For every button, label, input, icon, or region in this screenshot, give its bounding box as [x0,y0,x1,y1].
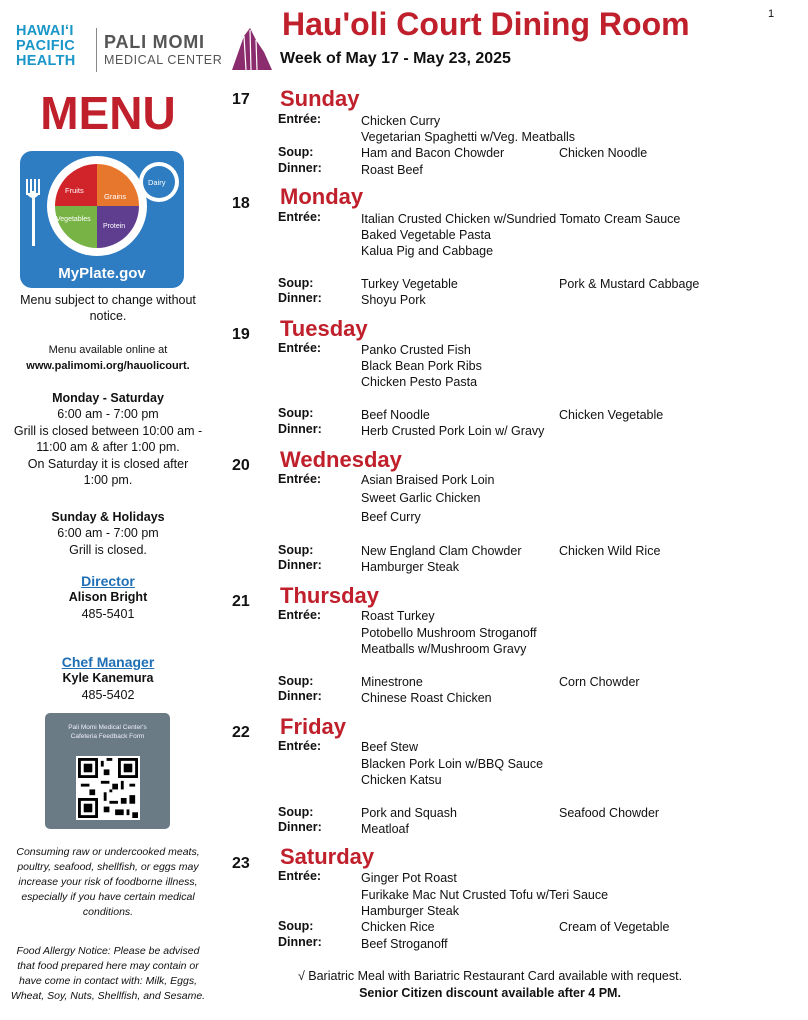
day-name: Friday [280,714,347,739]
soup-item: Chicken Vegetable [559,408,664,422]
soup-item: Turkey Vegetable [361,277,458,291]
raw-food-warning [10,845,206,920]
entree-item: Asian Braised Pork Loin [361,473,495,487]
entree-item: Beef Stew [361,740,418,754]
dinner-item: Herb Crusted Pork Loin w/ Gravy [361,424,545,438]
logo-line-3: HEALTH [16,53,76,69]
day-name: Wednesday [280,447,402,472]
dinner-label: Dinner: [278,820,322,834]
soup-label: Soup: [278,543,314,557]
weekday-hours-title: Monday - Saturday [52,391,164,405]
week-range: Week of May 17 - May 23, 2025 [280,50,511,67]
soup-label: Soup: [278,805,314,819]
saturday-grill-line-1: On Saturday it is closed after [27,456,189,471]
allergy-line-1: Food Allergy Notice: Please be advised [16,945,200,957]
day-name: Sunday [280,86,360,111]
day-number: 23 [232,855,250,872]
director-phone: 485-5401 [81,606,135,621]
online-notice-line-1: Menu available online at [48,344,168,356]
pali-momi-name: PALI MOMI [104,32,205,52]
entree-item: Chicken Katsu [361,773,442,787]
raw-warning-line-1: Consuming raw or undercooked meats, [16,846,200,858]
chef-manager-phone: 485-5402 [81,687,135,702]
soup-item: Pork and Squash [361,806,457,820]
dinner-label: Dinner: [278,291,322,305]
entree-item: Roast Turkey [361,609,435,623]
bariatric-note: √ Bariatric Meal with Bariatric Restaurant Card available with request. [297,969,683,983]
soup-item: Chicken Noodle [559,146,648,160]
entree-label: Entrée: [278,112,322,126]
myplate-dairy-label: Dairy [148,178,166,187]
soup-item: Minestrone [361,675,423,689]
myplate-vegetables-label: Vegetables [56,216,91,223]
saturday-grill-line-2: 1:00 pm. [83,473,133,488]
weekday-hours [8,390,208,488]
day-name: Monday [280,184,364,209]
raw-warning-line-4: especially if you have certain medical [21,891,195,903]
medical-center-label: MEDICAL CENTER [104,53,223,67]
weekday-hours-time: 6:00 am - 7:00 pm [57,407,159,422]
raw-warning-line-5: conditions. [82,906,134,918]
day-number: 21 [232,593,250,610]
day-name: Thursday [280,583,380,608]
sunday-hours-title: Sunday & Holidays [51,510,165,524]
dinner-item: Shoyu Pork [361,293,426,307]
chef-contact [8,654,208,703]
food-allergy-notice [10,944,206,1004]
online-notice [8,342,208,374]
entree-item: Chicken Pesto Pasta [361,375,478,389]
entree-item: Meatballs w/Mushroom Gravy [361,642,527,656]
entree-item: Beef Curry [361,510,421,524]
entree-label: Entrée: [278,869,322,883]
entree-item: Panko Crusted Fish [361,343,471,357]
entree-label: Entrée: [278,341,322,355]
pali-momi-mountain-icon [230,26,274,72]
hospital-logo [16,24,270,76]
dinner-item: Meatloaf [361,822,409,836]
allergy-line-3: have come in contact with: Milk, Eggs, [19,975,197,987]
entree-item: Potobello Mushroom Stroganoff [361,626,537,640]
allergy-line-4: Wheat, Soy, Nuts, Shellfish, and Sesame. [10,990,206,1002]
change-notice-line-1: Menu subject to change without [20,293,196,307]
entree-item: Kalua Pig and Cabbage [361,244,494,258]
allergy-line-2: that food prepared here may contain or [17,960,199,972]
soup-label: Soup: [278,276,314,290]
myplate-logo [20,151,184,288]
change-notice-line-2: notice. [89,309,127,324]
weekday-grill-line-2: 11:00 am & after 1:00 pm. [36,440,180,455]
soup-label: Soup: [278,674,314,688]
soup-item: Corn Chowder [559,675,640,689]
director-name: Alison Bright [68,590,148,605]
entree-label: Entrée: [278,608,322,622]
dinner-item: Beef Stroganoff [361,937,448,951]
entree-item: Vegetarian Spaghetti w/Veg. Meatballs [361,130,576,144]
chef-manager-link[interactable]: Chef Manager [61,654,155,670]
menu-heading: MENU [40,87,176,139]
chef-manager-name: Kyle Kanemura [62,671,154,686]
raw-warning-line-2: poultry, seafood, shellfish, or eggs may [17,861,199,873]
logo-line-1: HAWAIʻI [16,23,74,39]
logo-line-2: PACIFIC [16,38,76,54]
entree-item: Black Bean Pork Ribs [361,359,482,373]
entree-label: Entrée: [278,472,322,486]
dinner-item: Roast Beef [361,163,423,177]
entree-item: Sweet Garlic Chicken [361,491,481,505]
entree-item: Blacken Pork Loin w/BBQ Sauce [361,757,544,771]
dinner-label: Dinner: [278,161,322,175]
myplate-grains-label: Grains [104,192,127,201]
dinner-label: Dinner: [278,689,322,703]
soup-label: Soup: [278,406,314,420]
day-number: 20 [232,457,250,474]
myplate-fruits-label: Fruits [65,186,84,195]
dinner-label: Dinner: [278,422,322,436]
soup-item: Beef Noodle [361,408,430,422]
logo-divider [96,28,97,72]
entree-item: Italian Crusted Chicken w/Sundried Tomato Cream Sauce [361,212,681,226]
soup-item: Pork & Mustard Cabbage [559,277,700,291]
day-number: 19 [232,326,250,343]
myplate-protein-label: Protein [103,223,126,230]
change-notice [8,292,208,325]
entree-item: Hamburger Steak [361,904,459,918]
soup-item: Cream of Vegetable [559,920,670,934]
entree-label: Entrée: [278,739,322,753]
day-number: 17 [232,91,250,108]
sunday-hours-time: 6:00 am - 7:00 pm [57,526,159,541]
qr-caption-line-2: Cafeteria Feedback Form [70,733,145,740]
dinner-label: Dinner: [278,935,322,949]
page-number: 1 [768,8,775,20]
sunday-grill-note: Grill is closed. [69,542,147,557]
entree-item: Furikake Mac Nut Crusted Tofu w/Teri Sauce [361,888,609,902]
entree-item: Chicken Curry [361,114,441,128]
day-number: 18 [232,195,250,212]
director-link[interactable]: Director [81,573,135,589]
qr-caption-line-1: Pali Momi Medical Center's [68,724,147,731]
qr-code-icon [76,756,140,820]
feedback-qr-card[interactable] [45,713,170,829]
soup-item: Chicken Wild Rice [559,544,661,558]
raw-warning-line-3: increase your risk of foodborne illness, [18,876,198,888]
day-name: Saturday [280,844,375,869]
dinner-label: Dinner: [278,558,322,572]
online-url[interactable]: www.palimomi.org/hauolicourt. [26,360,190,372]
director-contact [8,573,208,622]
soup-item: Seafood Chowder [559,806,660,820]
page-title: Hau'oli Court Dining Room [282,6,690,42]
sunday-hours [8,509,208,558]
day-name: Tuesday [280,316,368,341]
dinner-item: Chinese Roast Chicken [361,691,492,705]
entree-item: Ginger Pot Roast [361,871,457,885]
entree-label: Entrée: [278,210,322,224]
soup-label: Soup: [278,919,314,933]
senior-discount-note: Senior Citizen discount available after 4 PM. [359,986,621,1000]
soup-item: Chicken Rice [361,920,435,934]
day-number: 22 [232,724,250,741]
qr-caption [45,723,170,741]
entree-item: Baked Vegetable Pasta [361,228,491,242]
weekday-grill-line-1: Grill is closed between 10:00 am - [13,423,203,438]
myplate-site-label: MyPlate.gov [58,265,146,282]
hawaii-pacific-health-logo [16,24,76,69]
soup-item: New England Clam Chowder [361,544,522,558]
soup-label: Soup: [278,145,314,159]
dinner-item: Hamburger Steak [361,560,459,574]
soup-item: Ham and Bacon Chowder [361,146,505,160]
